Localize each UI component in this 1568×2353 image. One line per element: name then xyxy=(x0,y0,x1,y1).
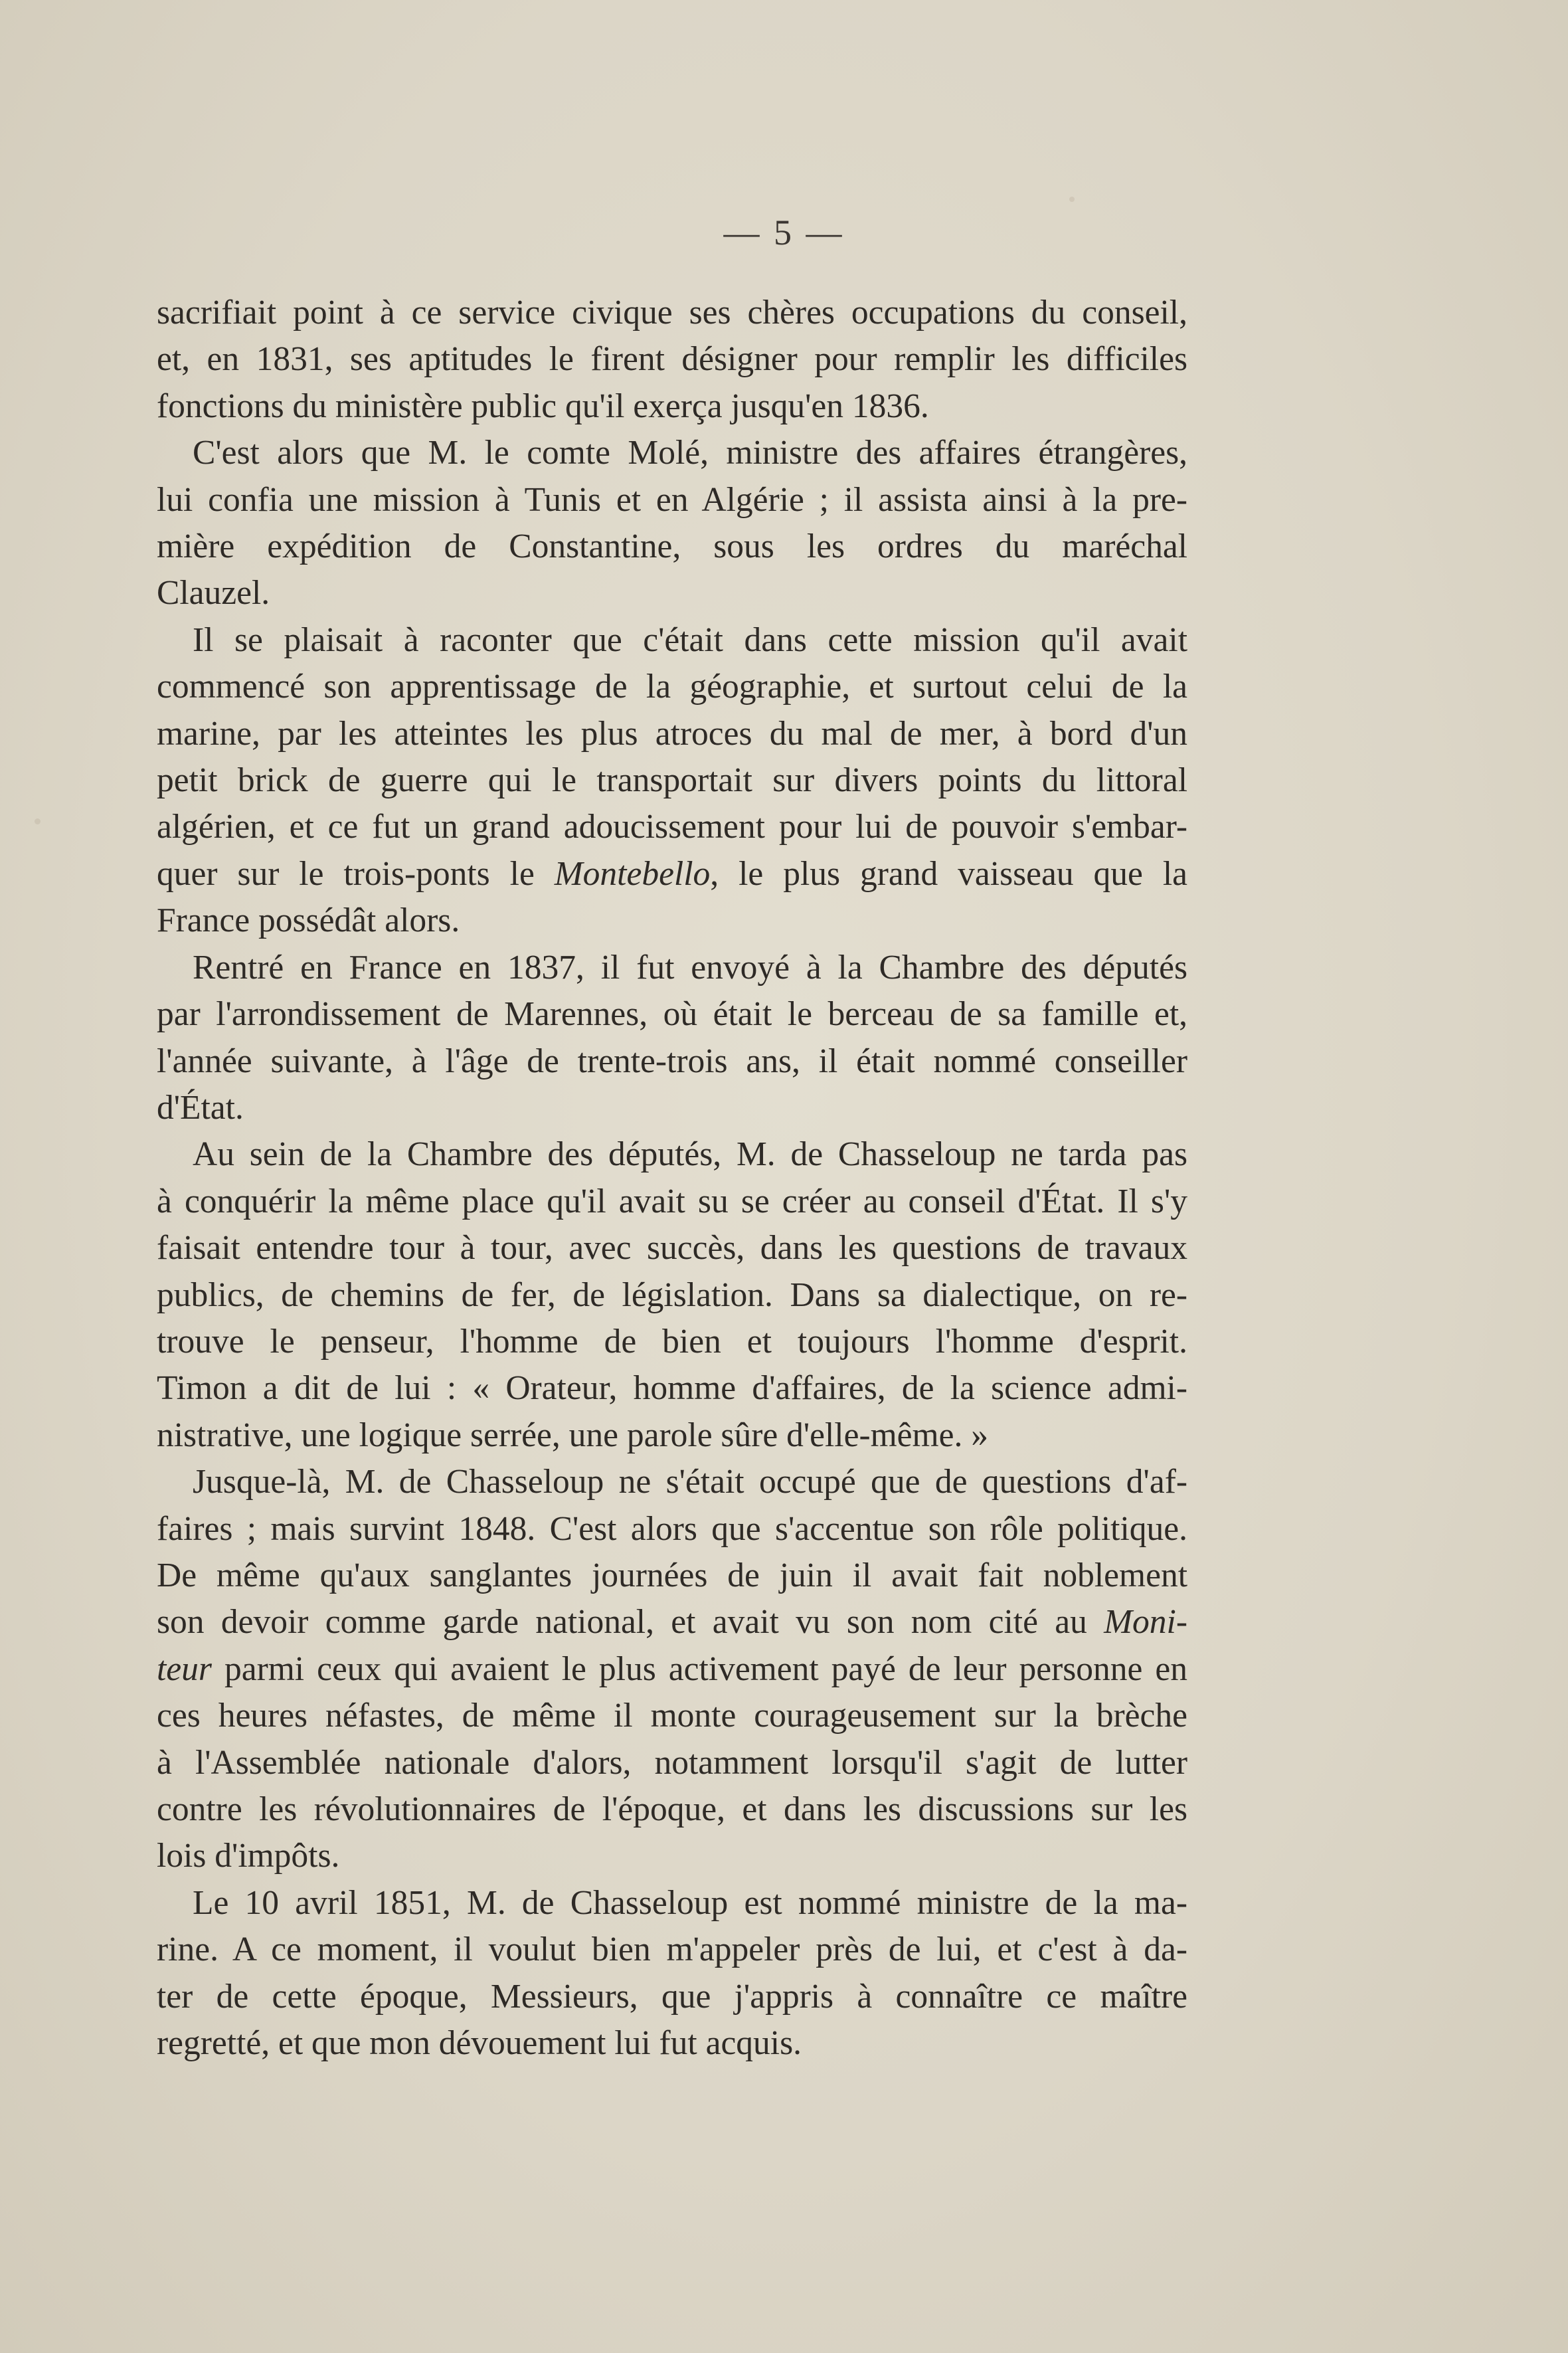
text-line: à conquérir la même place qu'il avait su se créer au conseil d'État. Il s'y xyxy=(157,1182,1187,1220)
text-line: faires ; mais survint 1848. C'est alors que s'accentue son rôle politique. xyxy=(157,1509,1187,1548)
paragraph xyxy=(157,290,1187,430)
text-line: De même qu'aux sanglantes journées de juin il avait fait noblement xyxy=(157,1556,1187,1594)
text-line: sacrifiait point à ce service civique ses chères occupations du conseil, xyxy=(157,294,1187,331)
text-line: Le 10 avril 1851, M. de Chasseloup est nommé ministre de la ma- xyxy=(193,1883,1187,1922)
text-line: Jusque-là, M. de Chasseloup ne s'était occupé que de questions d'af- xyxy=(193,1463,1187,1501)
text-line: d'État. xyxy=(157,1088,244,1127)
text-line: Clauzel. xyxy=(157,574,270,612)
text-line: ces heures néfastes, de même il monte courageusement sur la brèche xyxy=(157,1697,1187,1735)
paragraph xyxy=(157,945,1187,1132)
text-line: l'année suivante, à l'âge de trente-trois ans, il était nommé conseiller xyxy=(157,1042,1187,1080)
text-line: Il se plaisait à raconter que c'était dans cette mission qu'il avait xyxy=(193,620,1187,659)
paragraph xyxy=(157,430,1187,617)
text-line: algérien, et ce fut un grand adoucissement pour lui de pouvoir s'embar- xyxy=(157,808,1187,846)
text-line: lui confia une mission à Tunis et en Algérie ; il assista ainsi à la pre- xyxy=(157,480,1187,519)
text-line: mière expédition de Constantine, sous les ordres du maréchal xyxy=(157,527,1187,566)
text-line: regretté, et que mon dévouement lui fut acquis. xyxy=(157,2024,802,2063)
text-line: publics, de chemins de fer, de législation. Dans sa dialectique, on re- xyxy=(157,1275,1187,1314)
text-line: lois d'impôts. xyxy=(157,1837,340,1875)
text-line: commencé son apprentissage de la géographie, et surtout celui de la xyxy=(157,668,1187,706)
text-line: Timon a dit de lui : « Orateur, homme d'affaires, de la science admi- xyxy=(157,1369,1187,1408)
text-line: trouve le penseur, l'homme de bien et toujours l'homme d'esprit. xyxy=(157,1322,1187,1361)
text-line: par l'arrondissement de Marennes, où était le berceau de sa famille et, xyxy=(157,995,1187,1034)
text-line: et, en 1831, ses aptitudes le firent désigner pour remplir les difficiles xyxy=(157,340,1187,379)
text-line: faisait entendre tour à tour, avec succès, dans les questions de travaux xyxy=(157,1229,1187,1268)
text-line: teur parmi ceux qui avaient le plus activement payé de leur personne en xyxy=(157,1649,1187,1688)
text-line: quer sur le trois-ponts le Montebello, le plus grand vaisseau que la xyxy=(157,854,1188,893)
text-line: son devoir comme garde national, et avait vu son nom cité au Moni- xyxy=(157,1603,1187,1642)
text-line: à l'Assemblée nationale d'alors, notamment lorsqu'il s'agit de lutter xyxy=(157,1743,1187,1782)
page-number: — 5 — xyxy=(723,213,845,252)
paragraph xyxy=(157,1459,1187,1880)
text-line: Au sein de la Chambre des députés, M. de Chasseloup ne tarda pas xyxy=(193,1135,1187,1174)
italic-title: Moni- xyxy=(1104,1603,1187,1642)
text-line: France possédât alors. xyxy=(157,901,460,940)
text-line: marine, par les atteintes les plus atroces du mal de mer, à bord d'un xyxy=(157,714,1187,753)
italic-title: teur xyxy=(157,1649,212,1688)
text-line: petit brick de guerre qui le transportait sur divers points du littoral xyxy=(157,761,1187,800)
text-line: fonctions du ministère public qu'il exerça jusqu'en 1836. xyxy=(157,387,929,425)
paper-spot xyxy=(35,818,41,824)
text-line: nistrative, une logique serrée, une parole sûre d'elle-même. » xyxy=(157,1416,988,1454)
paper-spot xyxy=(1069,197,1075,202)
italic-title: Montebello xyxy=(554,854,711,893)
paragraph xyxy=(157,1131,1187,1459)
text-line: C'est alors que M. le comte Molé, ministre des affaires étrangères, xyxy=(193,434,1187,472)
text-line: Rentré en France en 1837, il fut envoyé à la Chambre des députés xyxy=(193,948,1187,987)
paragraph xyxy=(157,617,1187,945)
text-line: ter de cette époque, Messieurs, que j'appris à connaître ce maître xyxy=(157,1977,1187,2016)
text-line: contre les révolutionnaires de l'époque, et dans les discussions sur les xyxy=(157,1790,1187,1828)
body-text xyxy=(157,290,1187,2067)
text-line: rine. A ce moment, il voulut bien m'appeler près de lui, et c'est à da- xyxy=(157,1930,1187,1969)
paragraph xyxy=(157,1880,1187,2067)
